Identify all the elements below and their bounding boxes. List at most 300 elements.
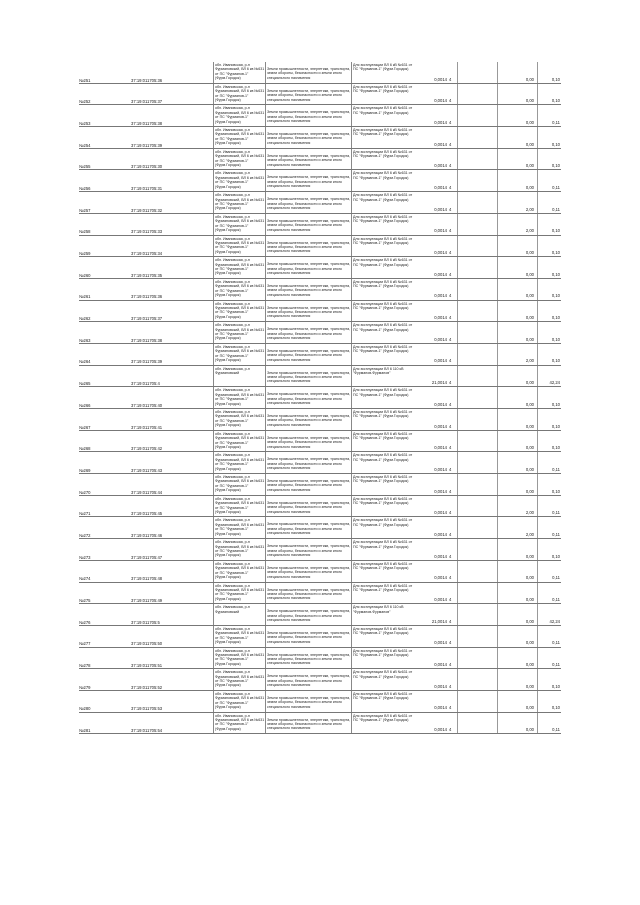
row-number: №263	[79, 337, 91, 343]
land-category-cell: Земли промышленности, энергетики, транспорта, земли обороны, безопасности и земли иного специального назначения	[265, 561, 351, 582]
area-value: 0,0014	[434, 727, 447, 733]
permitted-use-cell: Для эксплуатации ВЛ 6 кВ №631 от ПС "Фурманов-1" (Фурм.Городок)	[351, 387, 415, 408]
factor-value: 4	[449, 380, 452, 386]
land-category-cell: Земли промышленности, энергетики, транспорта, земли обороны, безопасности и земли иного специального назначения	[265, 214, 351, 235]
location-cell: обл. Ивановская, р-н Фурмановский, ВЛ 6 кв №631 от ПС "Фурманов-1" (Фурм.Городок)	[213, 387, 265, 408]
value-col-3: 0,10	[537, 539, 561, 560]
row-number: №277	[79, 641, 91, 647]
row-number: №281	[79, 728, 91, 734]
area-value: 0,0014	[434, 336, 447, 342]
area-value: 0,0014	[434, 510, 447, 516]
permitted-use-cell: Для эксплуатации ВЛ 6 кВ №631 от ПС "Фурманов-1" (Фурм.Городок)	[351, 713, 415, 734]
land-category-cell: Земли промышленности, энергетики, транспорта, земли обороны, безопасности и земли иного специального назначения	[265, 583, 351, 604]
value-col-3: 0,10	[537, 84, 561, 105]
cadastral-number: 37:19:011705:41	[131, 424, 163, 430]
permitted-use-cell: Для эксплуатации ВЛ 6 кВ №631 от ПС "Фурманов-1" (Фурм.Городок)	[351, 452, 415, 473]
value-col-2: 0,00	[497, 691, 537, 712]
cadastral-number: 37:19:011705:39	[131, 359, 163, 365]
factor-value: 4	[449, 206, 452, 212]
permitted-use-cell: Для эксплуатации ВЛ 6 кВ №631 от ПС "Фурманов-1" (Фурм.Городок)	[351, 236, 415, 257]
cadastral-number: 37:19:011705:33	[131, 229, 163, 235]
factor-value: 4	[449, 683, 452, 689]
row-number: №254	[79, 142, 91, 148]
land-category-cell: Земли промышленности, энергетики, транспорта, земли обороны, безопасности и земли иного специального назначения	[265, 257, 351, 278]
table-row	[79, 322, 561, 344]
factor-value: 4	[449, 119, 452, 125]
row-number: №251	[79, 77, 91, 83]
land-category-cell: Земли промышленности, энергетики, транспорта, земли обороны, безопасности и земли иного специального назначения	[265, 409, 351, 430]
value-col-3: 0,11	[537, 713, 561, 734]
permitted-use-cell: Для эксплуатации ВЛ 6 кВ №631 от ПС "Фурманов-1" (Фурм.Городок)	[351, 344, 415, 365]
factor-value: 4	[449, 76, 452, 82]
area-value: 0,0014	[434, 98, 447, 104]
value-col-3: 0,11	[537, 496, 561, 517]
row-number: №266	[79, 402, 91, 408]
table-row	[79, 62, 561, 84]
land-category-cell: Земли промышленности, энергетики, транспорта, земли обороны, безопасности и земли иного специального назначения	[265, 127, 351, 148]
factor-value: 4	[449, 250, 452, 255]
area-value: 0,0014	[434, 119, 447, 125]
value-col-3: 0,10	[537, 236, 561, 257]
value-col-1	[457, 170, 497, 191]
row-number: №253	[79, 120, 91, 126]
table-row	[79, 366, 561, 388]
permitted-use-cell: Для эксплуатации ВЛ 6 кВ №631 от ПС "Фурманов-1" (Фурм.Городок)	[351, 127, 415, 148]
cadastral-number: 37:19:011705:53	[131, 706, 163, 712]
permitted-use-cell: Для эксплуатации ВЛ 6 кВ №631 от ПС "Фурманов-1" (Фурм.Городок)	[351, 474, 415, 495]
value-col-3: 0,10	[537, 669, 561, 690]
location-cell: обл. Ивановская, р-н Фурмановский, ВЛ 6 кв №631 от ПС "Фурманов-1" (Фурм.Городок)	[213, 691, 265, 712]
cadastral-number: 37:19:011705:44	[131, 489, 163, 495]
row-number: №258	[79, 229, 91, 235]
value-col-1	[457, 517, 497, 538]
area-value: 0,0014	[434, 445, 447, 451]
value-col-1	[457, 583, 497, 604]
cadastral-number: 37:19:011705:52	[131, 684, 163, 690]
value-col-2: 0,00	[497, 257, 537, 278]
value-col-1	[457, 192, 497, 213]
value-col-3: 0,10	[537, 301, 561, 322]
location-cell: обл. Ивановская, р-н Фурмановский, ВЛ 6 кв №631 от ПС "Фурманов-1" (Фурм.Городок)	[213, 105, 265, 126]
table-row	[79, 539, 561, 561]
value-col-3: 0,10	[537, 691, 561, 712]
table-row	[79, 149, 561, 171]
land-category-cell: Земли промышленности, энергетики, транспорта, земли обороны, безопасности и земли иного специального назначения	[265, 170, 351, 191]
land-category-cell: Земли промышленности, энергетики, транспорта, земли обороны, безопасности и земли иного специального назначения	[265, 62, 351, 83]
table-row	[79, 192, 561, 214]
location-cell: обл. Ивановская, р-н Фурмановский, ВЛ 6 кв №631 от ПС "Фурманов-1" (Фурм.Городок)	[213, 561, 265, 582]
value-col-2: 0,00	[497, 474, 537, 495]
factor-value: 4	[449, 293, 452, 299]
location-cell: обл. Ивановская, р-н Фурмановский, ВЛ 6 кв №631 от ПС "Фурманов-1" (Фурм.Городок)	[213, 626, 265, 647]
value-col-2: 0,00	[497, 561, 537, 582]
value-col-2: 0,00	[497, 84, 537, 105]
location-cell: обл. Ивановская, р-н Фурмановский, ВЛ 6 кв №631 от ПС "Фурманов-1" (Фурм.Городок)	[213, 170, 265, 191]
land-category-cell: Земли промышленности, энергетики, транспорта, земли обороны, безопасности и земли иного специального назначения	[265, 496, 351, 517]
cadastral-number: 37:19:011705:42	[131, 446, 163, 452]
factor-value: 4	[449, 445, 452, 451]
cadastral-number: 37:19:011705:34	[131, 251, 163, 256]
area-value: 0,0014	[434, 271, 447, 277]
value-col-2: 0,00	[497, 431, 537, 452]
value-col-2: 2,00	[497, 192, 537, 213]
cadastral-number: 37:19:011705:43	[131, 467, 163, 473]
value-col-1	[457, 62, 497, 83]
location-cell: обл. Ивановская, р-н Фурмановский, ВЛ 6 кв №631 от ПС "Фурманов-1" (Фурм.Городок)	[213, 149, 265, 170]
permitted-use-cell: Для эксплуатации ВЛ 6 кВ №631 от ПС "Фурманов-1" (Фурм.Городок)	[351, 561, 415, 582]
area-value: 0,0014	[434, 293, 447, 299]
area-value: 0,0014	[434, 488, 447, 494]
land-category-cell: Земли промышленности, энергетики, транспорта, земли обороны, безопасности и земли иного специального назначения	[265, 539, 351, 560]
table-row	[79, 713, 561, 735]
location-cell: обл. Ивановская, р-н Фурмановский, ВЛ 6 кв №631 от ПС "Фурманов-1" (Фурм.Городок)	[213, 84, 265, 105]
value-col-1	[457, 105, 497, 126]
value-col-1	[457, 669, 497, 690]
table-row	[79, 626, 561, 648]
value-col-2: 0,00	[497, 279, 537, 300]
row-number: №267	[79, 424, 91, 430]
land-category-cell: Земли промышленности, энергетики, транспорта, земли обороны, безопасности и земли иного специального назначения	[265, 344, 351, 365]
permitted-use-cell: Для эксплуатации ВЛ 6 кВ №631 от ПС "Фурманов-1" (Фурм.Городок)	[351, 691, 415, 712]
value-col-2: 0,00	[497, 301, 537, 322]
table-row	[79, 517, 561, 539]
factor-value: 4	[449, 727, 452, 733]
value-col-3: 0,10	[537, 62, 561, 83]
factor-value: 4	[449, 510, 452, 516]
value-col-1	[457, 561, 497, 582]
value-col-2: 0,00	[497, 583, 537, 604]
cadastral-number: 37:19:011705:47	[131, 554, 163, 560]
location-cell: обл. Ивановская, р-н Фурмановский, ВЛ 6 кв №631 от ПС "Фурманов-1" (Фурм.Городок)	[213, 214, 265, 235]
location-cell: обл. Ивановская, р-н Фурмановский, ВЛ 6 кв №631 от ПС "Фурманов-1" (Фурм.Городок)	[213, 648, 265, 669]
value-col-1	[457, 366, 497, 387]
location-cell: обл. Ивановская, р-н Фурмановский	[213, 604, 265, 625]
location-cell: обл. Ивановская, р-н Фурмановский, ВЛ 6 кв №631 от ПС "Фурманов-1" (Фурм.Городок)	[213, 192, 265, 213]
row-number: №271	[79, 511, 91, 517]
table-row	[79, 127, 561, 149]
value-col-2: 0,00	[497, 149, 537, 170]
permitted-use-cell: Для эксплуатации ВЛ 6 кВ №631 от ПС "Фурманов-1" (Фурм.Городок)	[351, 409, 415, 430]
table-row	[79, 431, 561, 453]
permitted-use-cell: Для эксплуатации ВЛ 6 кВ №631 от ПС "Фурманов-1" (Фурм.Городок)	[351, 279, 415, 300]
factor-value: 4	[449, 358, 452, 364]
area-value: 21,0014	[431, 380, 447, 386]
table-row	[79, 496, 561, 518]
land-category-cell: Земли промышленности, энергетики, транспорта, земли обороны, безопасности и земли иного специального назначения	[265, 236, 351, 257]
location-cell: обл. Ивановская, р-н Фурмановский, ВЛ 6 кв №631 от ПС "Фурманов-1" (Фурм.Городок)	[213, 236, 265, 257]
land-category-cell: Земли промышленности, энергетики, транспорта, земли обороны, безопасности и земли иного специального назначения	[265, 149, 351, 170]
cadastral-number: 37:19:011705:39	[131, 142, 163, 148]
table-row	[79, 344, 561, 366]
factor-value: 4	[449, 705, 452, 711]
permitted-use-cell: Для эксплуатации ВЛ 6 кВ №631 от ПС "Фурманов-1" (Фурм.Городок)	[351, 517, 415, 538]
cadastral-number: 37:19:011705:36	[131, 77, 163, 83]
factor-value: 4	[449, 184, 452, 190]
location-cell: обл. Ивановская, р-н Фурмановский, ВЛ 6 кв №631 от ПС "Фурманов-1" (Фурм.Городок)	[213, 344, 265, 365]
value-col-3: 0,10	[537, 344, 561, 365]
value-col-1	[457, 322, 497, 343]
value-col-2: 0,00	[497, 105, 537, 126]
value-col-1	[457, 344, 497, 365]
area-value: 0,0014	[434, 206, 447, 212]
value-col-2: 0,00	[497, 170, 537, 191]
value-col-1	[457, 496, 497, 517]
table-row	[79, 105, 561, 127]
land-category-cell: Земли промышленности, энергетики, транспорта, земли обороны, безопасности и земли иного специального назначения	[265, 387, 351, 408]
cadastral-number: 37:19:011705:45	[131, 511, 163, 517]
location-cell: обл. Ивановская, р-н Фурмановский, ВЛ 6 кв №631 от ПС "Фурманов-1" (Фурм.Городок)	[213, 474, 265, 495]
value-col-3: 0,10	[537, 322, 561, 343]
land-category-cell: Земли промышленности, энергетики, транспорта, земли обороны, безопасности и земли иного специального назначения	[265, 669, 351, 690]
area-value: 0,0014	[434, 315, 447, 321]
permitted-use-cell: Для эксплуатации ВЛ 6 кВ №631 от ПС "Фурманов-1" (Фурм.Городок)	[351, 583, 415, 604]
permitted-use-cell: Для эксплуатации ВЛ 6 кВ №631 от ПС "Фурманов-1" (Фурм.Городок)	[351, 301, 415, 322]
value-col-3: 0,10	[537, 279, 561, 300]
row-number: №264	[79, 359, 91, 365]
value-col-1	[457, 127, 497, 148]
table-row	[79, 561, 561, 583]
table-row	[79, 301, 561, 323]
land-category-cell: Земли промышленности, энергетики, транспорта, земли обороны, безопасности и земли иного специального назначения	[265, 648, 351, 669]
cadastral-number: 37:19:011705:40	[131, 402, 163, 408]
location-cell: обл. Ивановская, р-н Фурмановский, ВЛ 6 кв №631 от ПС "Фурманов-1" (Фурм.Городок)	[213, 279, 265, 300]
value-col-3: 0,10	[537, 127, 561, 148]
cadastral-number: 37:19:011705:36	[131, 294, 163, 300]
land-category-cell: Земли промышленности, энергетики, транспорта, земли обороны, безопасности и земли иного специального назначения	[265, 301, 351, 322]
row-number: №273	[79, 554, 91, 560]
area-value: 0,0014	[434, 705, 447, 711]
row-number: №259	[79, 251, 91, 256]
area-value: 0,0014	[434, 76, 447, 82]
value-col-3: 0,11	[537, 452, 561, 473]
table-row	[79, 236, 561, 258]
location-cell: обл. Ивановская, р-н Фурмановский, ВЛ 6 кв №631 от ПС "Фурманов-1" (Фурм.Городок)	[213, 127, 265, 148]
data-table	[79, 62, 561, 734]
value-col-1	[457, 626, 497, 647]
factor-value: 4	[449, 488, 452, 494]
permitted-use-cell: Для эксплуатации ВЛ 6 кВ №631 от ПС "Фурманов-1" (Фурм.Городок)	[351, 84, 415, 105]
value-col-2: 0,00	[497, 366, 537, 387]
value-col-2: 0,00	[497, 669, 537, 690]
value-col-2: 0,00	[497, 539, 537, 560]
row-number: №279	[79, 684, 91, 690]
value-col-1	[457, 84, 497, 105]
area-value: 0,0014	[434, 597, 447, 602]
table-row	[79, 279, 561, 301]
location-cell: обл. Ивановская, р-н Фурмановский, ВЛ 6 кв №631 от ПС "Фурманов-1" (Фурм.Городок)	[213, 257, 265, 278]
value-col-3: 0,11	[537, 170, 561, 191]
permitted-use-cell: Для эксплуатации ВЛ 6 кВ №631 от ПС "Фурманов-1" (Фурм.Городок)	[351, 626, 415, 647]
location-cell: обл. Ивановская, р-н Фурмановский, ВЛ 6 кв №631 от ПС "Фурманов-1" (Фурм.Городок)	[213, 322, 265, 343]
permitted-use-cell: Для эксплуатации ВЛ 6 кВ №631 от ПС "Фурманов-1" (Фурм.Городок)	[351, 192, 415, 213]
area-value: 0,0014	[434, 575, 447, 581]
value-col-3: 0,11	[537, 561, 561, 582]
cadastral-number: 37:19:011705:35	[131, 272, 163, 278]
factor-value: 4	[449, 618, 452, 624]
cadastral-number: 37:19:011705:5	[131, 619, 160, 625]
value-col-1	[457, 236, 497, 257]
land-category-cell: Земли промышленности, энергетики, транспорта, земли обороны, безопасности и земли иного специального назначения	[265, 604, 351, 625]
cadastral-number: 37:19:011705:38	[131, 120, 163, 126]
value-col-2: 0,00	[497, 322, 537, 343]
table-row	[79, 170, 561, 192]
land-category-cell: Земли промышленности, энергетики, транспорта, земли обороны, безопасности и земли иного специального назначения	[265, 105, 351, 126]
location-cell: обл. Ивановская, р-н Фурмановский	[213, 366, 265, 387]
permitted-use-cell: Для эксплуатации ВЛ 6 кВ №631 от ПС "Фурманов-1" (Фурм.Городок)	[351, 257, 415, 278]
land-category-cell: Земли промышленности, энергетики, транспорта, земли обороны, безопасности и земли иного специального назначения	[265, 713, 351, 734]
area-value: 0,0014	[434, 683, 447, 689]
table-row	[79, 452, 561, 474]
location-cell: обл. Ивановская, р-н Фурмановский, ВЛ 6 кв №631 от ПС "Фурманов-1" (Фурм.Городок)	[213, 409, 265, 430]
permitted-use-cell: Для эксплуатации ВЛ 6 110 кВ "Фурманов-Фурманов"	[351, 366, 415, 387]
value-col-1	[457, 691, 497, 712]
permitted-use-cell: Для эксплуатации ВЛ 6 кВ №631 от ПС "Фурманов-1" (Фурм.Городок)	[351, 648, 415, 669]
row-number: №255	[79, 164, 91, 170]
row-number: №256	[79, 185, 91, 191]
permitted-use-cell: Для эксплуатации ВЛ 6 кВ №631 от ПС "Фурманов-1" (Фурм.Городок)	[351, 322, 415, 343]
permitted-use-cell: Для эксплуатации ВЛ 6 кВ №631 от ПС "Фурманов-1" (Фурм.Городок)	[351, 431, 415, 452]
value-col-2: 0,00	[497, 409, 537, 430]
row-number: №262	[79, 316, 91, 322]
location-cell: обл. Ивановская, р-н Фурмановский, ВЛ 6 кв №631 от ПС "Фурманов-1" (Фурм.Городок)	[213, 539, 265, 560]
factor-value: 4	[449, 662, 452, 668]
factor-value: 4	[449, 553, 452, 559]
value-col-3: 0,10	[537, 431, 561, 452]
cadastral-number: 37:19:011705:54	[131, 728, 163, 734]
value-col-1	[457, 431, 497, 452]
cadastral-number: 37:19:011705:31	[131, 185, 163, 191]
cadastral-number: 37:19:011705:30	[131, 164, 163, 170]
factor-value: 4	[449, 597, 452, 602]
row-number: №275	[79, 598, 91, 603]
value-col-2: 0,00	[497, 713, 537, 734]
cadastral-number: 37:19:011705:48	[131, 576, 163, 582]
table-row	[79, 214, 561, 236]
table-row	[79, 604, 561, 626]
area-value: 0,0014	[434, 401, 447, 407]
value-col-2: 0,00	[497, 127, 537, 148]
location-cell: обл. Ивановская, р-н Фурмановский, ВЛ 6 кв №631 от ПС "Фурманов-1" (Фурм.Городок)	[213, 62, 265, 83]
value-col-1	[457, 604, 497, 625]
factor-value: 4	[449, 640, 452, 646]
table-row	[79, 409, 561, 431]
value-col-1	[457, 452, 497, 473]
value-col-3: 0,10	[537, 149, 561, 170]
permitted-use-cell: Для эксплуатации ВЛ 6 кВ №631 от ПС "Фурманов-1" (Фурм.Городок)	[351, 669, 415, 690]
land-category-cell: Земли промышленности, энергетики, транспорта, земли обороны, безопасности и земли иного специального назначения	[265, 366, 351, 387]
area-value: 0,0014	[434, 423, 447, 429]
value-col-1	[457, 474, 497, 495]
land-category-cell: Земли промышленности, энергетики, транспорта, земли обороны, безопасности и земли иного специального назначения	[265, 192, 351, 213]
area-value: 0,0014	[434, 228, 447, 234]
factor-value: 4	[449, 271, 452, 277]
row-number: №268	[79, 446, 91, 452]
value-col-3: 0,11	[537, 648, 561, 669]
factor-value: 4	[449, 98, 452, 104]
table-row	[79, 669, 561, 691]
area-value: 0,0014	[434, 662, 447, 668]
value-col-2: 2,00	[497, 344, 537, 365]
value-col-3: 0,11	[537, 192, 561, 213]
row-number: №265	[79, 381, 91, 387]
value-col-1	[457, 301, 497, 322]
permitted-use-cell: Для эксплуатации ВЛ 6 кВ №631 от ПС "Фурманов-1" (Фурм.Городок)	[351, 149, 415, 170]
table-row	[79, 691, 561, 713]
location-cell: обл. Ивановская, р-н Фурмановский, ВЛ 6 кв №631 от ПС "Фурманов-1" (Фурм.Городок)	[213, 713, 265, 734]
value-col-3: 0,11	[537, 105, 561, 126]
area-value: 0,0014	[434, 553, 447, 559]
value-col-1	[457, 257, 497, 278]
value-col-3: 0,11	[537, 583, 561, 604]
permitted-use-cell: Для эксплуатации ВЛ 6 110 кВ "Фурманов-Фурманов"	[351, 604, 415, 625]
land-category-cell: Земли промышленности, энергетики, транспорта, земли обороны, безопасности и земли иного специального назначения	[265, 279, 351, 300]
row-number: №270	[79, 489, 91, 495]
value-col-1	[457, 648, 497, 669]
permitted-use-cell: Для эксплуатации ВЛ 6 кВ №631 от ПС "Фурманов-1" (Фурм.Городок)	[351, 170, 415, 191]
cadastral-number: 37:19:011705:46	[131, 532, 163, 538]
value-col-2: 0,00	[497, 62, 537, 83]
cadastral-number: 37:19:011705:32	[131, 207, 163, 213]
row-number: №260	[79, 272, 91, 278]
value-col-3: 0,10	[537, 387, 561, 408]
area-value: 0,0014	[434, 466, 447, 472]
value-col-1	[457, 279, 497, 300]
permitted-use-cell: Для эксплуатации ВЛ 6 кВ №631 от ПС "Фурманов-1" (Фурм.Городок)	[351, 539, 415, 560]
cadastral-number: 37:19:011705:50	[131, 641, 163, 647]
value-col-2: 2,00	[497, 496, 537, 517]
value-col-2: 0,00	[497, 626, 537, 647]
cadastral-number: 37:19:011705:4	[131, 381, 160, 387]
value-col-3: 0,11	[537, 517, 561, 538]
row-number: №257	[79, 207, 91, 213]
row-number: №252	[79, 99, 91, 105]
value-col-2: 0,00	[497, 387, 537, 408]
cadastral-number: 37:19:011705:49	[131, 598, 163, 603]
row-number: №269	[79, 467, 91, 473]
location-cell: обл. Ивановская, р-н Фурмановский, ВЛ 6 кв №631 от ПС "Фурманов-1" (Фурм.Городок)	[213, 517, 265, 538]
value-col-2: 2,00	[497, 214, 537, 235]
value-col-1	[457, 214, 497, 235]
permitted-use-cell: Для эксплуатации ВЛ 6 кВ №631 от ПС "Фурманов-1" (Фурм.Городок)	[351, 496, 415, 517]
value-col-3: 0,10	[537, 409, 561, 430]
value-col-3: 0,10	[537, 474, 561, 495]
area-value: 0,0014	[434, 358, 447, 364]
table-row	[79, 257, 561, 279]
permitted-use-cell: Для эксплуатации ВЛ 6 кВ №631 от ПС "Фурманов-1" (Фурм.Городок)	[351, 214, 415, 235]
location-cell: обл. Ивановская, р-н Фурмановский, ВЛ 6 кв №631 от ПС "Фурманов-1" (Фурм.Городок)	[213, 583, 265, 604]
table-row	[79, 474, 561, 496]
row-number: №261	[79, 294, 91, 300]
value-col-2: 2,00	[497, 517, 537, 538]
location-cell: обл. Ивановская, р-н Фурмановский, ВЛ 6 кв №631 от ПС "Фурманов-1" (Фурм.Городок)	[213, 452, 265, 473]
value-col-2: 0,00	[497, 236, 537, 257]
factor-value: 4	[449, 401, 452, 407]
factor-value: 4	[449, 336, 452, 342]
location-cell: обл. Ивановская, р-н Фурмановский, ВЛ 6 кв №631 от ПС "Фурманов-1" (Фурм.Городок)	[213, 496, 265, 517]
permitted-use-cell: Для эксплуатации ВЛ 6 кВ №631 от ПС "Фурманов-1" (Фурм.Городок)	[351, 62, 415, 83]
land-category-cell: Земли промышленности, энергетики, транспорта, земли обороны, безопасности и земли иного специального назначения	[265, 626, 351, 647]
area-value: 0,0014	[434, 141, 447, 147]
location-cell: обл. Ивановская, р-н Фурмановский, ВЛ 6 кв №631 от ПС "Фурманов-1" (Фурм.Городок)	[213, 431, 265, 452]
table-row	[79, 84, 561, 106]
permitted-use-cell: Для эксплуатации ВЛ 6 кВ №631 от ПС "Фурманов-1" (Фурм.Городок)	[351, 105, 415, 126]
cadastral-number: 37:19:011705:51	[131, 663, 163, 669]
area-value: 21,0014	[431, 618, 447, 624]
land-category-cell: Земли промышленности, энергетики, транспорта, земли обороны, безопасности и земли иного специального назначения	[265, 517, 351, 538]
area-value: 0,0014	[434, 184, 447, 190]
row-number: №276	[79, 619, 91, 625]
land-category-cell: Земли промышленности, энергетики, транспорта, земли обороны, безопасности и земли иного специального назначения	[265, 452, 351, 473]
